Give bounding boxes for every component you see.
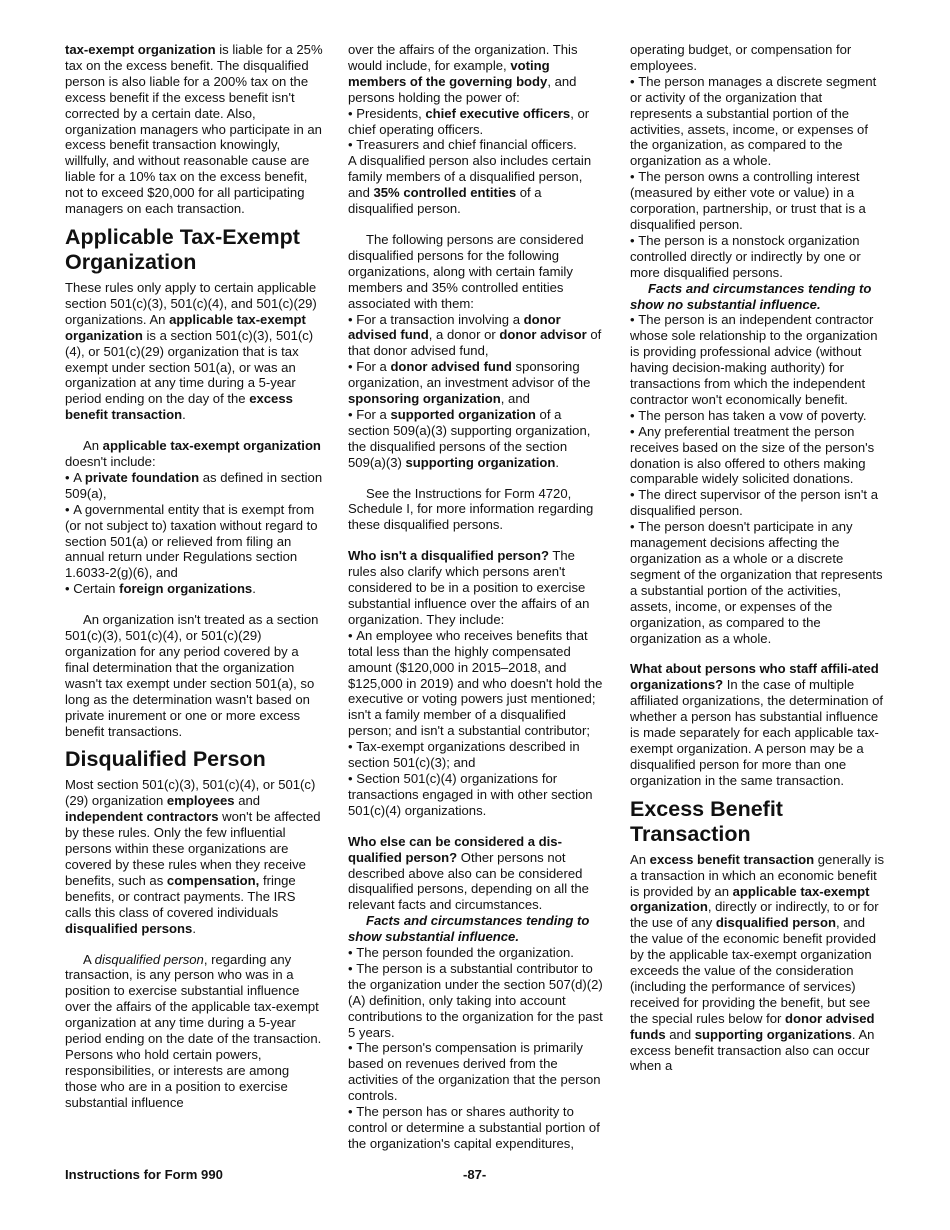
paragraph: The following persons are considered disqualified persons for the following organizations, along with certain family members and 35% controlled entities associated with them: xyxy=(348,231,584,311)
list-item: • Presidents, chief executive officers, or chief operating officers. xyxy=(348,106,606,138)
column-2 xyxy=(348,42,606,1152)
paragraph: tax-exempt organization is liable for a 25% tax on the excess benefit. The disqualified person is also liable for a 200% tax on the excess benefit if the excess benefit isn't corrected by a certain date. Also, organization managers who participate in an excess benefit transaction knowingly, willfully, and without reasonable cause are liable for a 10% tax on the excess benefit, not to exceed $20,000 for all participating managers on each transaction. xyxy=(65,42,323,217)
list-item: • For a donor advised fund sponsoring organization, an investment advisor of the sponsoring organization, and xyxy=(348,359,606,407)
paragraph: What about persons who staff affili-ated organizations? In the case of multiple affiliated organizations, the determination of whether a person has substantial influence is made separately for each applicable tax-exempt organization. A person may be a disqualified person for more than one organization in the same transaction. xyxy=(630,661,884,788)
list-item: • The person is a substantial contributor to the organization under the section 507(d)(2)(A) definition, only taking into account contributions to the organization for the past 5 years. xyxy=(348,961,606,1041)
list-item: • The person doesn't participate in any management decisions affecting the organization as a whole or a discrete segment of the organization that represents a substantial portion of the activities, assets, income, or expenses of the organization, as compared to the organization as a whole. xyxy=(630,519,885,646)
heading-excess-benefit-transaction: Excess Benefit Transaction xyxy=(630,796,783,846)
list-item: • For a supported organization of a section 509(a)(3) supporting organization, the disqualified persons of the section 509(a)(3) supporting organization. xyxy=(348,407,606,471)
list-item: • Tax-exempt organizations described in section 501(c)(3); and xyxy=(348,739,606,771)
paragraph: These rules only apply to certain applicable section 501(c)(3), 501(c)(4), and 501(c)(29) organizations. An applicable tax-exempt organization is a section 501(c)(3), 501(c)(4), or 501(c)(29) organization that is tax exempt under section 501(a), or was an organization at any time during a 5-year period ending on the day of the excess benefit transaction. xyxy=(65,279,317,423)
list-item: • The person's compensation is primarily based on revenues derived from the activities of the organization that the person controls. xyxy=(348,1040,606,1104)
list-item: • An employee who receives benefits that total less than the highly compensated amount ($120,000 in 2015–2018, and $125,000 in 2019) and who doesn't hold the executive or voting powers just mentioned; isn't a family member of a disqualified person; and isn't a substantial contributor; xyxy=(348,628,606,739)
subheading-no-substantial-influence: Facts and circumstances tending to show no substantial influence. xyxy=(630,280,872,312)
list-item: • The person is a nonstock organization controlled directly or indirectly by one or more disqualified persons. xyxy=(630,233,885,281)
list-item: • The person manages a discrete segment or activity of the organization that represents a substantial portion of the activities, assets, income, or expenses of the organization, as compared to the organization as a whole. xyxy=(630,74,885,169)
list-item: • A governmental entity that is exempt from (or not subject to) taxation without regard to section 501(a) or relieved from filing an annual return under Regulations section 1.6033-2(g)(6), and xyxy=(65,502,323,582)
list-item: • Treasurers and chief financial officers. xyxy=(348,137,606,153)
list-item: • The person owns a controlling interest (measured by either vote or value) in a corporation, partnership, or trust that is a disqualified person. xyxy=(630,169,885,233)
list-item: • Section 501(c)(4) organizations for transactions engaged in with other section 501(c)(4) organizations. xyxy=(348,771,606,819)
paragraph: A disqualified person also includes certain family members of a disqualified person, and 35% controlled entities of a disqualified person. xyxy=(348,153,592,217)
list-item: • The direct supervisor of the person isn't a disqualified person. xyxy=(630,487,885,519)
paragraph: An excess benefit transaction generally is a transaction in which an economic benefit is provided by an applicable tax-exempt organization, directly or indirectly, to or for the use of any disqualified person, and the value of the economic benefit provided by the applicable tax-exempt organization exceeds the value of the consideration (including the performance of services) received for providing the benefit, but see the special rules below for donor advised funds and supporting organizations. An excess benefit transaction also can occur when a xyxy=(630,851,884,1074)
list-item: • Certain foreign organizations. xyxy=(65,581,323,597)
footer-page-number: -87- xyxy=(463,1167,487,1182)
list-item: • A private foundation as defined in section 509(a), xyxy=(65,470,323,502)
paragraph: An applicable tax-exempt organization doesn't include: xyxy=(65,438,321,470)
list-item: • The person has taken a vow of poverty. xyxy=(630,408,885,424)
paragraph: operating budget, or compensation for employees. xyxy=(630,42,852,73)
list-item: • The person is an independent contractor whose sole relationship to the organization is providing professional advice (without having decision-making authority) for transactions from which the independent contractor won't economically benefit. xyxy=(630,312,885,407)
list-item: • The person founded the organization. xyxy=(348,945,606,961)
list-item: • The person has or shares authority to control or determine a substantial portion of the organization's capital expenditures, xyxy=(348,1104,606,1152)
footer-form-title: Instructions for Form 990 xyxy=(65,1167,223,1182)
paragraph: over the affairs of the organization. This would include, for example, voting members of the governing body, and persons holding the power of: xyxy=(348,42,578,105)
paragraph: Most section 501(c)(3), 501(c)(4), or 501(c)(29) organization employees and independent contractors won't be affected by these rules. Only the few influential persons within these organizations are covered by these rules when they receive benefits, such as compensation, fringe benefits, or contract payments. The IRS calls this class of covered individuals disqualified persons. xyxy=(65,777,321,936)
paragraph: See the Instructions for Form 4720, Schedule I, for more information regarding these disqualified persons. xyxy=(348,485,594,533)
paragraph: Who isn't a disqualified person? The rules also clarify which persons aren't considered to be in a position to exercise substantial influence over the affairs of an organization. They include: xyxy=(348,548,590,627)
list-item: • For a transaction involving a donor advised fund, a donor or donor advisor of that donor advised fund, xyxy=(348,312,606,360)
subheading-substantial-influence: Facts and circumstances tending to show substantial influence. xyxy=(348,913,590,945)
list-item: • Any preferential treatment the person receives based on the size of the person's donation is also offered to others making comparable widely solicited donations. xyxy=(630,424,885,488)
paragraph: A disqualified person, regarding any transaction, is any person who was in a position to exercise substantial influence over the affairs of the applicable tax-exempt organization at any time during a 5-year period ending on the date of the transaction. Persons who hold certain powers, responsibilities, or interests are among those who are in a position to exercise substantial influence xyxy=(65,951,322,1110)
paragraph: Who else can be considered a dis-qualified person? Other persons not described above also can be considered disqualified persons, depending on all the relevant facts and circumstances. xyxy=(348,833,589,913)
paragraph: An organization isn't treated as a section 501(c)(3), 501(c)(4), or 501(c)(29) organization for any period covered by a final determination that the organization wasn't tax exempt under section 501(a), so long as the determination wasn't based on private inurement or one or more excess benefit transactions. xyxy=(65,612,319,739)
heading-disqualified-person: Disqualified Person xyxy=(65,747,266,772)
heading-applicable-tax-exempt-organization: Applicable Tax-Exempt Organization xyxy=(65,224,300,274)
column-3 xyxy=(630,42,885,1074)
column-1 xyxy=(65,42,323,1111)
